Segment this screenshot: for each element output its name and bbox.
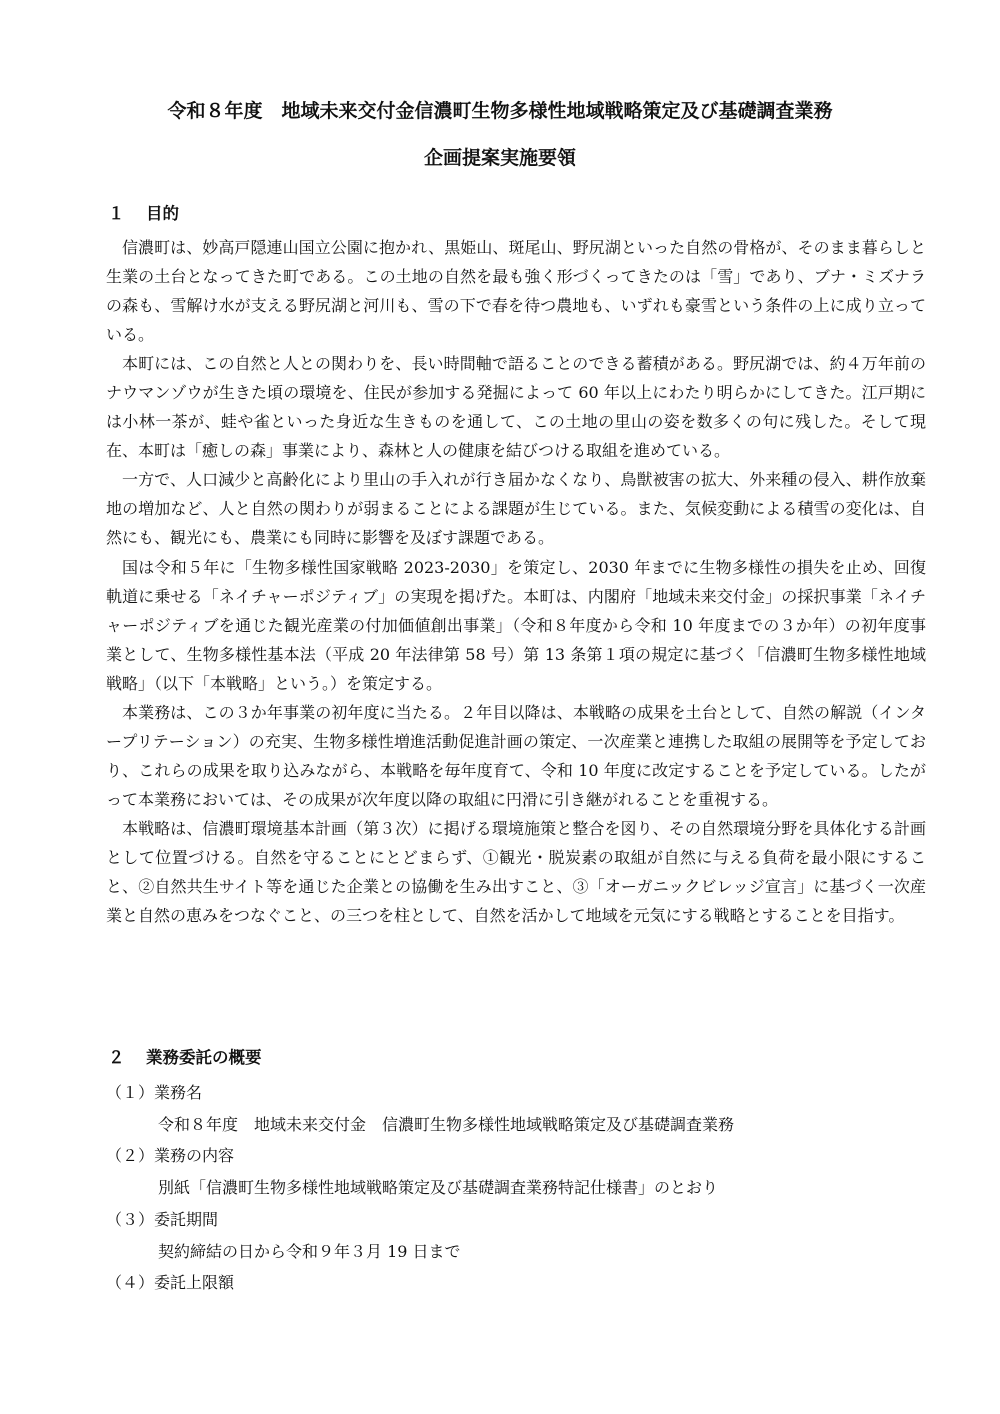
paragraph: 本町には、この自然と人との関わりを、長い時間軸で語ることのできる蓄積がある。野尻湖では、約４万年前のナウマンゾウが生きた頃の環境を、住民が参加する発掘によって 60 年以上にわたり明らかにしてきた。江戸期には小林一茶が、蛙や雀といった身近な生きものを通して、この土地の里山の姿を数多くの句に残した。そして現在、本町は「癒しの森」事業により、森林と人の健康を結びつける取組を進めている。: [106, 354, 926, 461]
item-label: （１）業務名: [106, 1083, 203, 1102]
item-value: 令和８年度 地域未来交付金 信濃町生物多様性地域戦略策定及び基礎調査業務: [158, 1114, 735, 1134]
paragraph: 本業務は、この３か年事業の初年度に当たる。２年目以降は、本戦略の成果を土台として、自然の解説（インタープリテーション）の充実、生物多様性増進活動促進計画の策定、一次産業と連携した取組の展開等を予定しており、これらの成果を取り込みながら、本戦略を毎年度育て、令和 10 年度に改定することを予定している。したがって本業務においては、その成果が次年度以降の取組に円滑に引き継がれることを重視する。: [106, 702, 926, 809]
paragraph: 一方で、人口減少と高齢化により里山の手入れが行き届かなくなり、鳥獣被害の拡大、外来種の侵入、耕作放棄地の増加など、人と自然の関わりが弱まることによる課題が生じている。また、気候変動による積雪の変化は、自然にも、観光にも、農業にも同時に影響を及ぼす課題である。: [106, 470, 926, 548]
section-2-items: [106, 1077, 926, 1299]
item-label: （３）委託期間: [106, 1209, 219, 1229]
item-label: （２）業務の内容: [106, 1146, 235, 1166]
section-2-number: ２: [108, 1048, 125, 1067]
section-2-title: 業務委託の概要: [146, 1048, 262, 1067]
document-subtitle: 企画提案実施要領: [423, 147, 576, 169]
section-1-heading: [108, 200, 179, 224]
item-value: 別紙「信濃町生物多様性地域戦略策定及び基礎調査業務特記仕様書」のとおり: [158, 1178, 719, 1198]
paragraph: 信濃町は、妙高戸隠連山国立公園に抱かれ、黒姫山、斑尾山、野尻湖といった自然の骨格が、そのまま暮らしと生業の土台となってきた町である。この土地の自然を最も強く形づくってきたのは「雪」であり、ブナ・ミズナラの森も、雪解け水が支える野尻湖と河川も、雪の下で春を待つ農地も、いずれも豪雪という条件の上に成り立っている。: [106, 238, 926, 345]
section-1-body: [106, 233, 926, 930]
section-1-title: 目的: [146, 204, 179, 223]
paragraph: 国は令和５年に「生物多様性国家戦略 2023-2030」を策定し、2030 年までに生物多様性の損失を止め、回復軌道に乗せる「ネイチャーポジティブ」の実現を掲げた。本町は、内閣府「地域未来交付金」の採択事業「ネイチャーポジティブを通じた観光産業の付加価値創出事業」（令和８年度から令和 10 年度までの３か年）の初年度事業として、生物多様性基本法（平成 20 年法律第 58 号）第 13 条第１項の規定に基づく「信濃町生物多様性地域戦略」（以下「本戦略」という。）を策定する。: [106, 557, 926, 693]
paragraph: 本戦略は、信濃町環境基本計画（第３次）に掲げる環境施策と整合を図り、その自然環境分野を具体化する計画として位置づける。自然を守ることにとどまらず、①観光・脱炭素の取組が自然に与える負荷を最小限にすること、②自然共生サイト等を通じた企業との協働を生み出すこと、③「オーガニックビレッジ宣言」に基づく一次産業と自然の恵みをつなぐこと、の三つを柱として、自然を活かして地域を元気にする戦略とすることを目指す。: [106, 818, 926, 926]
item-label: （４）委託上限額: [106, 1273, 235, 1293]
section-1-number: １: [108, 204, 125, 223]
item-value: 契約締結の日から令和９年３月 19 日まで: [158, 1241, 461, 1261]
document-title: 令和８年度 地域未来交付金信濃町生物多様性地域戦略策定及び基礎調査業務: [167, 100, 833, 122]
section-2-heading: [108, 1044, 262, 1068]
